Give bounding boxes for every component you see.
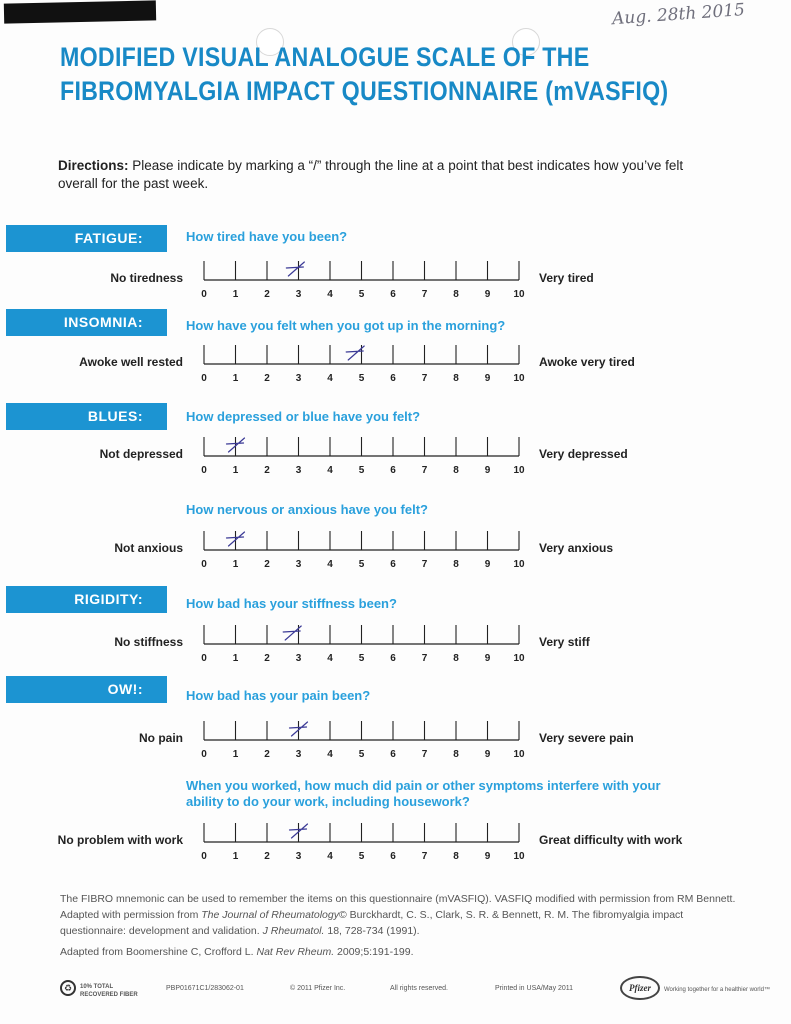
scale-number: 1 [232, 373, 239, 384]
scale-number: 2 [264, 289, 270, 300]
scale-number: 1 [232, 559, 239, 570]
scale-number: 9 [484, 465, 491, 476]
scale-number: 0 [201, 851, 207, 862]
scale-number: 4 [327, 851, 333, 862]
title-line-2: FIBROMYALGIA IMPACT QUESTIONNAIRE (mVASFIQ) [60, 76, 669, 106]
scale-number: 8 [453, 373, 459, 384]
scale-number: 4 [327, 465, 333, 476]
question-text: How nervous or anxious have you felt? [186, 502, 428, 517]
scale-left-anchor: No problem with work [57, 833, 183, 847]
visual-analogue-scale[interactable] [196, 620, 530, 664]
scale-number: 10 [513, 851, 525, 862]
directions-text: Please indicate by marking a “/” through the line at a point that best indicates how you’ve felt overall for the past week. [58, 158, 684, 191]
scale-number: 5 [358, 559, 365, 570]
pen-mark [286, 262, 304, 276]
visual-analogue-scale[interactable] [196, 526, 530, 570]
scale-number: 2 [264, 559, 270, 570]
scale-number: 6 [390, 289, 396, 300]
category-tab: BLUES: [6, 403, 167, 430]
scale-number: 9 [484, 851, 491, 862]
scale-number: 1 [232, 851, 239, 862]
scale-right-anchor: Very stiff [539, 635, 590, 649]
scale-number: 7 [421, 749, 428, 760]
scale-left-anchor: Not anxious [114, 541, 183, 555]
scale-left-anchor: No stiffness [114, 635, 183, 649]
scale-number: 4 [327, 373, 333, 384]
category-tab: RIGIDITY: [6, 586, 167, 613]
scale-number: 0 [201, 559, 207, 570]
scale-number: 9 [484, 749, 491, 760]
scale-number: 2 [264, 373, 270, 384]
scale-number: 5 [358, 373, 365, 384]
scale-number: 5 [358, 465, 365, 476]
scale-number: 8 [453, 559, 459, 570]
question-text: When you worked, how much did pain or other symptoms interfere with your ability to do your work, including housework? [186, 778, 661, 809]
scale-number: 0 [201, 465, 207, 476]
scale-number: 3 [295, 749, 302, 760]
scale-number: 3 [295, 373, 302, 384]
scale-left-anchor: No tiredness [110, 271, 183, 285]
scale-number: 9 [484, 289, 491, 300]
scale-number: 8 [453, 851, 459, 862]
visual-analogue-scale[interactable] [196, 716, 530, 760]
scale-number: 0 [201, 289, 207, 300]
scale-number: 7 [421, 373, 428, 384]
footer-text: 18, 728-734 (1991). [324, 925, 420, 937]
scale-number: 1 [232, 465, 239, 476]
rights-reserved: All rights reserved. [390, 985, 448, 992]
footer-text: © Burckhardt, C. S., Clark, S. R. & Bennett, R. M. The fibromyalgia impact questionnaire: development and validation. [60, 909, 684, 937]
scale-number: 8 [453, 653, 459, 664]
category-tab: FATIGUE: [6, 225, 167, 252]
scale-number: 4 [327, 559, 333, 570]
visual-analogue-scale[interactable] [196, 340, 530, 384]
scale-left-anchor: Awoke well rested [79, 355, 183, 369]
footer-citation [60, 891, 740, 939]
footer-notes [60, 891, 740, 965]
scale-number: 10 [513, 749, 525, 760]
question-text: How bad has your pain been? [186, 688, 371, 703]
footer-text: Adapted from Boomershine C, Crofford L. [60, 946, 257, 958]
scale-left-anchor: No pain [139, 731, 183, 745]
scale-number: 10 [513, 653, 525, 664]
scale-number: 4 [327, 653, 333, 664]
scale-number: 6 [390, 749, 396, 760]
scale-number: 1 [232, 289, 239, 300]
question-text: How have you felt when you got up in the morning? [186, 318, 506, 333]
footer-journal: The Journal of Rheumatology [201, 909, 339, 921]
scale-number: 10 [513, 373, 525, 384]
scale-right-anchor: Very tired [539, 271, 594, 285]
scale-number: 3 [295, 289, 302, 300]
printed-info: Printed in USA/May 2011 [495, 985, 574, 992]
footer-adapted [60, 944, 740, 960]
footer-journal: Nat Rev Rheum. [256, 946, 335, 958]
page-title [60, 40, 679, 108]
scale-number: 4 [327, 749, 333, 760]
scale-number: 7 [421, 653, 428, 664]
scale-number: 2 [264, 851, 270, 862]
scale-number: 6 [390, 653, 396, 664]
scale-number: 7 [421, 851, 428, 862]
redaction-bar [4, 0, 156, 23]
scale-number: 2 [264, 749, 270, 760]
scale-number: 1 [232, 749, 239, 760]
question-text: How bad has your stiffness been? [186, 596, 397, 611]
scale-right-anchor: Awoke very tired [539, 355, 635, 369]
scale-number: 7 [421, 559, 428, 570]
footer-text: 2009;5:191-199. [334, 946, 414, 958]
question-text: How depressed or blue have you felt? [186, 409, 421, 424]
scale-number: 10 [513, 465, 525, 476]
scale-number: 5 [358, 851, 365, 862]
scale-number: 5 [358, 653, 365, 664]
directions [58, 157, 698, 193]
recycle-icon: ♻ [60, 980, 76, 996]
scale-number: 8 [453, 749, 459, 760]
scale-number: 8 [453, 289, 459, 300]
scale-number: 9 [484, 559, 491, 570]
scale-number: 0 [201, 749, 207, 760]
scale-number: 5 [358, 289, 365, 300]
document-code: PBP01671C1/283062-01 [166, 985, 244, 992]
scale-number: 8 [453, 465, 459, 476]
scale-number: 10 [513, 559, 525, 570]
footer-text: The FIBRO mnemonic can be used to remember the items on this questionnaire (mVASFIQ). VASFIQ modified with permission from RM Bennett. Adapted with permission from [60, 893, 736, 921]
scale-number: 9 [484, 373, 491, 384]
scale-number: 7 [421, 465, 428, 476]
scale-number: 4 [327, 289, 333, 300]
scale-number: 0 [201, 373, 207, 384]
scale-left-anchor: Not depressed [99, 447, 183, 461]
scale-number: 1 [232, 653, 239, 664]
scale-number: 6 [390, 559, 396, 570]
scale-number: 3 [295, 851, 302, 862]
pfizer-tagline: Working together for a healthier world™ [664, 987, 770, 993]
scale-number: 0 [201, 653, 207, 664]
scale-number: 3 [295, 653, 302, 664]
title-line-1: MODIFIED VISUAL ANALOGUE SCALE OF THE [60, 42, 590, 72]
scale-right-anchor: Very anxious [539, 541, 614, 555]
category-tab: OW!: [6, 676, 167, 703]
directions-label: Directions: [58, 158, 129, 173]
scale-number: 9 [484, 653, 491, 664]
scale-right-anchor: Great difficulty with work [539, 833, 683, 847]
question-text: How tired have you been? [186, 229, 348, 244]
scale-number: 5 [358, 749, 365, 760]
footer-journal: J Rheumatol. [262, 925, 325, 937]
visual-analogue-scale[interactable] [196, 818, 530, 862]
scale-right-anchor: Very severe pain [539, 731, 634, 745]
scale-right-anchor: Very depressed [539, 447, 628, 461]
recycled-fiber-note: 10% TOTAL RECOVERED FIBER [80, 984, 138, 998]
handwritten-date: Aug. 28th 2015 [611, 0, 746, 30]
scale-number: 6 [390, 373, 396, 384]
scale-number: 7 [421, 289, 428, 300]
scale-number: 3 [295, 465, 302, 476]
pfizer-logo: Pfizer [620, 976, 660, 1000]
scale-number: 3 [295, 559, 302, 570]
category-tab: INSOMNIA: [6, 309, 167, 336]
visual-analogue-scale[interactable] [196, 256, 530, 300]
scale-number: 6 [390, 851, 396, 862]
scale-number: 6 [390, 465, 396, 476]
scale-number: 10 [513, 289, 525, 300]
visual-analogue-scale[interactable] [196, 432, 530, 476]
copyright: © 2011 Pfizer Inc. [290, 985, 346, 992]
scale-number: 2 [264, 653, 270, 664]
scale-number: 2 [264, 465, 270, 476]
